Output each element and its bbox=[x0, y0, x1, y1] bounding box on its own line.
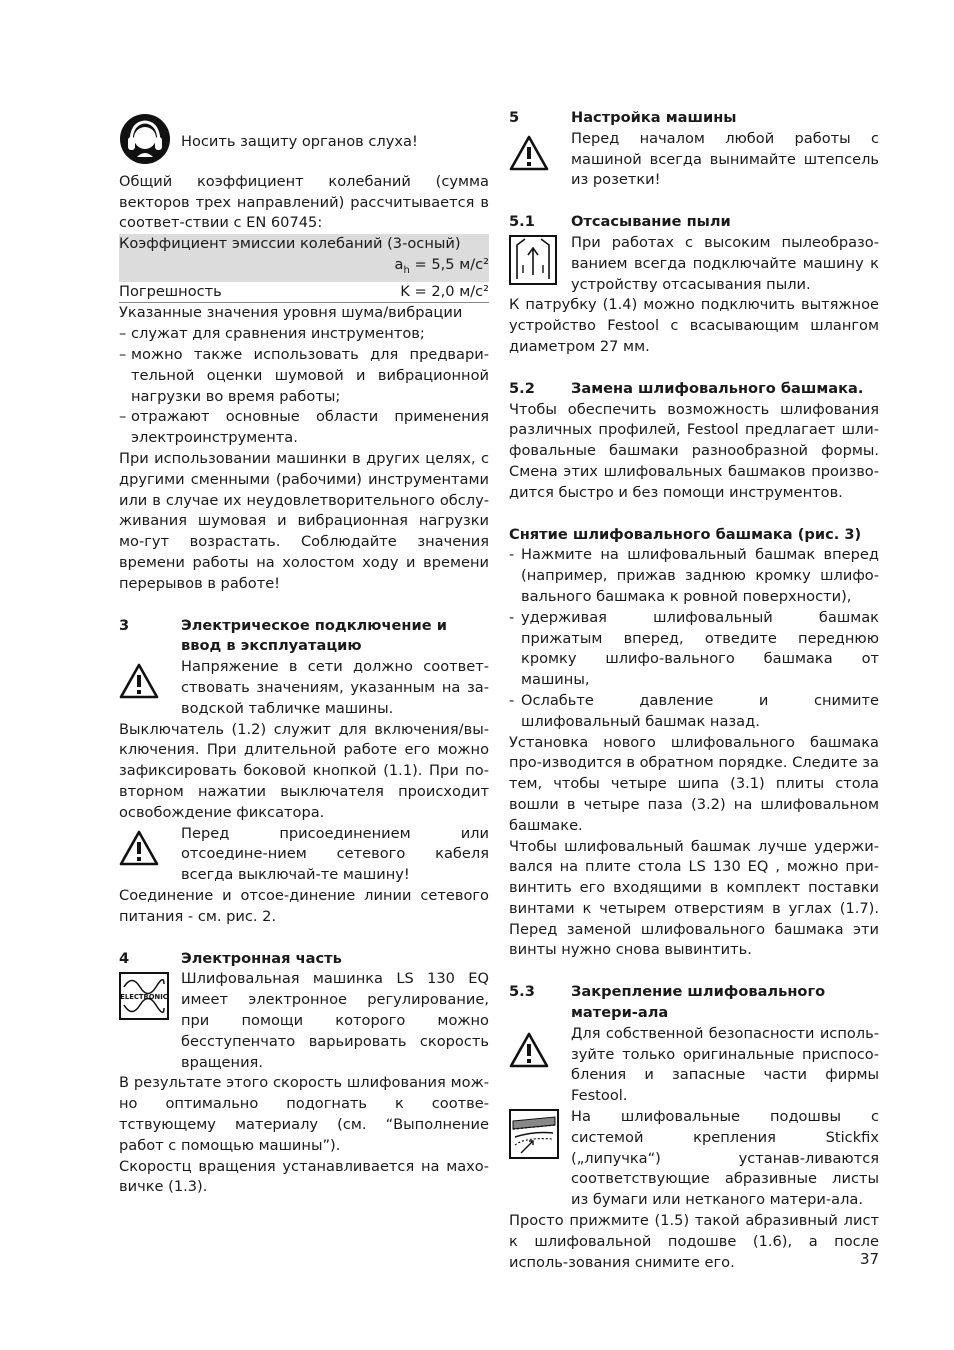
electronic-row bbox=[119, 969, 489, 1073]
dust-extraction-text: При работах с высоким пылеобразо-ванием всегда подключайте машину к устройству отсасывания пыли. bbox=[571, 233, 879, 293]
section-title: Замена шлифовального башмака. bbox=[571, 379, 864, 397]
press-text: Просто прижмите (1.5) такой абразивный лист к шлифовальной подошве (1.6), а после исполь-зования снимите его. bbox=[509, 1212, 879, 1271]
stickfix-row bbox=[509, 1107, 879, 1211]
list-item: – можно также использовать для предвари-тельной оценки шумовой и вибрационной нагрузки во время работы; bbox=[119, 345, 489, 407]
warning-row bbox=[509, 1024, 879, 1107]
warning-icon bbox=[509, 1024, 571, 1107]
section-title: Настройка машины bbox=[571, 109, 737, 126]
right-column bbox=[509, 108, 879, 1273]
section-number: 4 bbox=[119, 949, 130, 967]
warning-text: Для собственной безопасности исполь-зуйте только оригинальные приспосо-бления и запасные части фирмы Festool. bbox=[571, 1024, 879, 1105]
ear-protection-icon bbox=[119, 113, 181, 172]
page-number: 37 bbox=[860, 1250, 880, 1268]
warning-text: Перед присоединением или отсоедине-нием сетевого кабеля всегда выключай-те машину! bbox=[181, 824, 489, 884]
other-use-text: При использовании машинки в других целях, с другими сменными (рабочими) инструментами или в случае их неудовлетворительного обслу-живания шумовая и вибрационная нагрузки мо-гут возрастать. Соблюдайте значения времени работы на холостом ходу и времени перерывов в работе! bbox=[119, 450, 489, 592]
list-item: - Нажмите на шлифовальный башмак вперед (например, прижав заднюю кромку шлифо-вального башмака к ровной поверхности), bbox=[509, 545, 879, 607]
dust-extractor-text: К патрубку (1.4) можно подключить вытяжное устройство Festool с всасывающим шлангом диаметром 27 мм. bbox=[509, 296, 879, 355]
section-number: 5.2 bbox=[509, 379, 535, 397]
section-number: 5.1 bbox=[509, 213, 535, 231]
install-text: Установка нового шлифовального башмака про-изводится в обратном порядке. Следите за тем, чтобы четыре шипа (3.1) плиты стола вошли в четыре паза (3.2) на шлифовальном башмаке. bbox=[509, 733, 879, 834]
connection-text: Соединение и отсое-динение линии сетевого питания - см. рис. 2. bbox=[119, 887, 489, 925]
electronic-text: Шлифовальная машинка LS 130 EQ имеет электронное регулирование, при помощи которого можно бесступенчато варьировать скорость вращения. bbox=[181, 970, 489, 1071]
dust-extraction-row bbox=[509, 233, 879, 295]
speed-text: Скоростц вращения устанавливается на махо-вичке (1.3). bbox=[119, 1157, 489, 1196]
warning-icon bbox=[119, 824, 181, 886]
section-5-heading bbox=[509, 108, 879, 129]
list-item: - удерживая шлифовальный башмак прижатым вперед, отведите переднюю кромку шлифо-вального башмака от машины, bbox=[509, 608, 879, 691]
warning-row bbox=[119, 657, 489, 719]
section-title: Электронная часть bbox=[181, 949, 342, 967]
stickfix-icon bbox=[509, 1107, 571, 1211]
electronic-icon bbox=[119, 969, 181, 1073]
list-item: - Ослабьте давление и снимите шлифовальный башмак назад. bbox=[509, 691, 879, 733]
list-item: – отражают основные области применения электроинструмента. bbox=[119, 407, 489, 449]
stickfix-text: На шлифовальные подошвы с системой крепления Stickfix („липучка“) устанав-ливаются соответствующие абразивные листы из бумаги или нетканого матери-ала. bbox=[571, 1108, 879, 1209]
values-list bbox=[119, 324, 489, 449]
emission-header: Коэффициент эмиссии колебаний (3-осный) bbox=[119, 234, 489, 255]
ah-subscript: h bbox=[403, 264, 410, 276]
dust-extraction-icon bbox=[509, 233, 571, 295]
ah-symbol: a bbox=[394, 255, 404, 273]
uncertainty-label: Погрешность bbox=[119, 282, 222, 300]
section-5-1-heading bbox=[509, 212, 879, 233]
warning-row bbox=[509, 129, 879, 191]
warning-row bbox=[119, 824, 489, 886]
removal-list bbox=[509, 545, 879, 732]
uncertainty-row bbox=[119, 282, 489, 304]
ear-protection-row bbox=[119, 113, 489, 172]
section-title: Электрическое подключение и ввод в эксплуатацию bbox=[181, 616, 447, 655]
warning-text: Напряжение в сети должно соответ-ствовать значениям, указанным на за-водской табличке машины. bbox=[181, 658, 489, 717]
emission-ah-row bbox=[119, 255, 489, 282]
warning-icon bbox=[119, 657, 181, 719]
section-4-heading bbox=[119, 949, 489, 970]
sanding-shoe-text: Чтобы обеспечить возможность шлифования различных профилей, Festool предлагает шли-фовальные башмаки разнообразной формы. Смена этих шлифовальных башмаков произво-дится быстро и без помощи инструментов. bbox=[509, 400, 879, 501]
section-title: Отсасывание пыли bbox=[571, 213, 731, 231]
screw-text: Чтобы шлифовальный башмак лучше удержи-вался на плите стола LS 130 EQ , можно при-винтить его входящими в комплект поставки винтами к четырем отверстиям в углах (1.7). Перед заменой шлифовального башмака эти винты нужно снова вывинтить. bbox=[509, 837, 879, 959]
values-intro: Указанные значения уровня шума/вибрации bbox=[119, 304, 463, 322]
ah-value: = 5,5 м/с² bbox=[409, 255, 489, 273]
section-number: 3 bbox=[119, 616, 130, 634]
section-3-heading bbox=[119, 616, 489, 658]
removal-title: Снятие шлифовального башмака (рис. 3) bbox=[509, 525, 862, 543]
electronic-label: ELECTRONIC bbox=[120, 993, 168, 1002]
section-5-3-heading bbox=[509, 982, 879, 1024]
section-number: 5.3 bbox=[509, 983, 535, 1001]
section-number: 5 bbox=[509, 109, 520, 126]
uncertainty-value: K = 2,0 м/с² bbox=[400, 282, 489, 300]
section-5-2-heading bbox=[509, 379, 879, 400]
ear-protection-note: Носить защиту органов слуха! bbox=[181, 133, 418, 150]
section-title: Закрепление шлифовального матери-ала bbox=[571, 983, 826, 1022]
warning-icon bbox=[509, 129, 571, 191]
list-item: – служат для сравнения инструментов; bbox=[119, 324, 489, 345]
left-column bbox=[119, 108, 489, 1198]
warning-text: Перед началом любой работы с машиной всегда вынимайте штепсель из розетки! bbox=[571, 129, 879, 189]
vibration-intro: Общий коэффициент колебаний (сумма векторов трех направлений) рассчитывается в соответ-ствии с EN 60745: bbox=[119, 172, 489, 232]
switch-text: Выключатель (1.2) служит для включения/вы-ключения. При длительной работе его можно зафиксировать боковой кнопкой (1.1). При по-вторном нажатии выключателя происходит освобождение фиксатора. bbox=[119, 720, 489, 821]
result-text: В результате этого скорость шлифования мож-но оптимально подогнать к соотве-тствующему материалу (см. “Выполнение работ с помощью машины”). bbox=[119, 1074, 489, 1154]
